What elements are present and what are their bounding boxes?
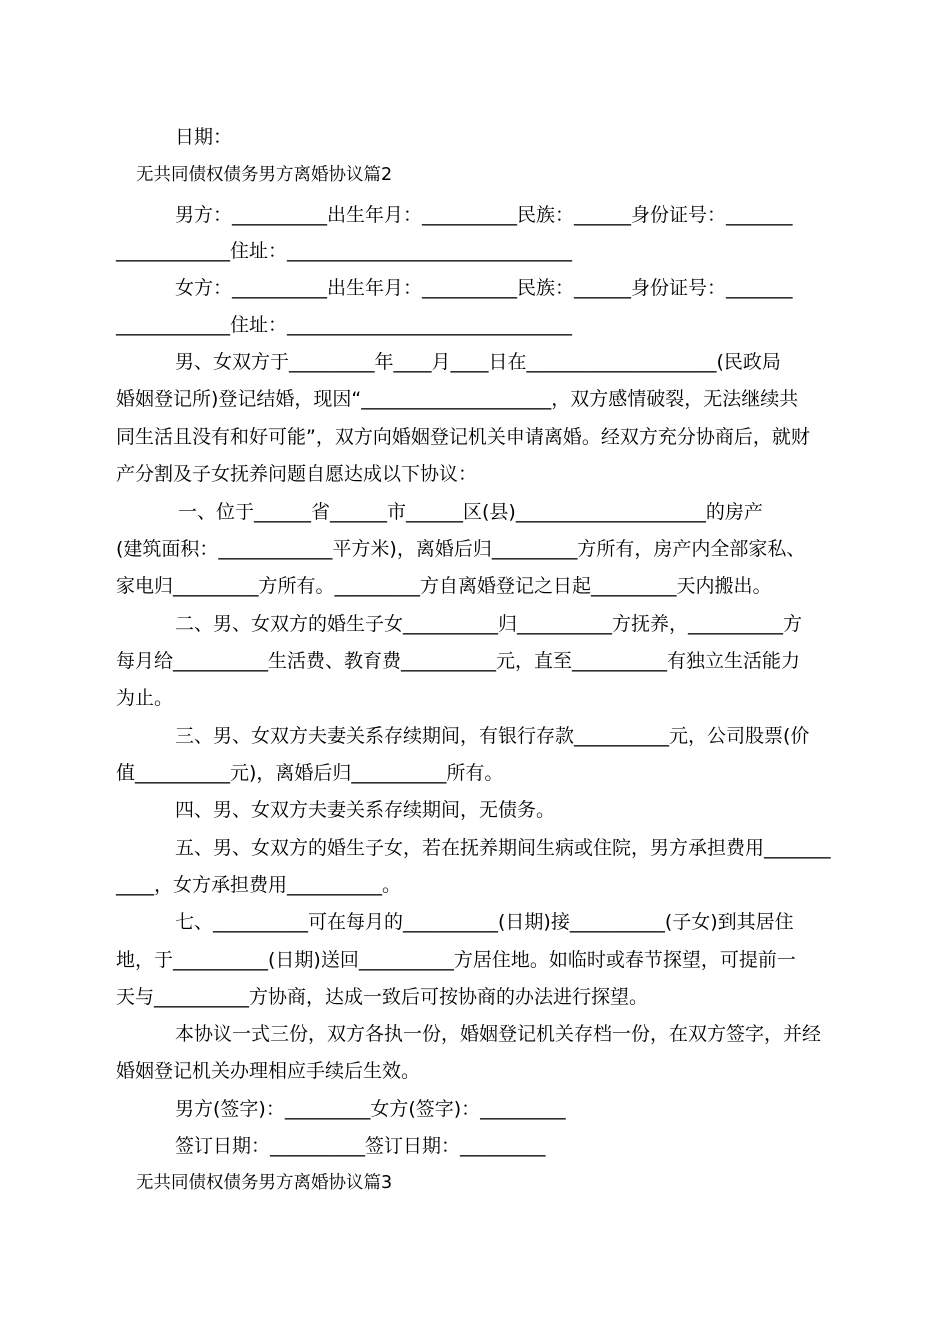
husband-info-line: 男方：__________出生年月：__________民族：______身份证号：_______ [175,204,793,226]
clause-5-line: ____，女方承担费用__________。 [116,874,402,896]
clause-7-line: 七、__________可在每月的__________(日期)接__________(子女)到其居住 [175,911,794,933]
clause-2-line: 二、男、女双方的婚生子女__________归__________方抚养，__________方 [175,613,803,635]
clause-4-line: 四、男、女双方夫妻关系存续期间，无债务。 [175,799,556,821]
clause-3-line: 三、男、女双方夫妻关系存续期间，有银行存款__________元，公司股票(价 [175,725,810,747]
clause-3-line: 值__________元)，离婚后归__________所有。 [116,762,504,784]
clause-1-line: 家电归_________方所有。_________方自离婚登记之日起_________天内搬出。 [116,575,772,597]
sign-date-line: 签订日期：__________签订日期：_________ [175,1135,546,1157]
closing-line: 本协议一式三份，双方各执一份，婚姻登记机关存档一份，在双方签字，并经 [175,1023,822,1045]
wife-info-line: 女方：__________出生年月：__________民族：______身份证号：_______ [175,277,793,299]
clause-1-line: 一、位于______省______市______区(县)____________________的房产 [178,501,763,523]
date-label: 日期： [175,126,233,148]
husband-address-line: ____________住址：______________________________ [116,240,573,262]
clause-1-line: (建筑面积：____________平方米)，离婚后归_________方所有，房产内全部家私、 [116,538,806,560]
clause-7-line: 天与__________方协商，达成一致后可按协商的办法进行探望。 [116,986,649,1008]
clause-5-line: 五、男、女双方的婚生子女，若在抚养期间生病或住院，男方承担费用_______ [175,837,831,859]
clause-2-line: 为止。 [116,687,174,709]
clause-2-line: 每月给__________生活费、教育费__________元，直至__________有独立生活能力 [116,650,801,672]
paragraph-line: 婚姻登记所)登记结婚，现因“____________________，双方感情破裂，无法继续共 [116,388,799,410]
section-title-3: 无共同债权债务男方离婚协议篇3 [136,1173,393,1193]
closing-line: 婚姻登记机关办理相应手续后生效。 [116,1060,421,1082]
section-title-2: 无共同债权债务男方离婚协议篇2 [136,165,393,185]
paragraph-line: 产分割及子女抚养问题自愿达成以下协议： [116,463,478,485]
paragraph-line: 同生活且没有和好可能”，双方向婚姻登记机关申请离婚。经双方充分协商后，就财 [116,426,810,448]
signature-line: 男方(签字)：_________女方(签字)：_________ [175,1098,566,1120]
paragraph-line: 男、女双方于_________年____月____日在____________________(民政局 [175,351,781,373]
wife-address-line: ____________住址：______________________________ [116,314,573,336]
clause-7-line: 地，于__________(日期)送回__________方居住地。如临时或春节探望，可提前一 [116,949,796,971]
